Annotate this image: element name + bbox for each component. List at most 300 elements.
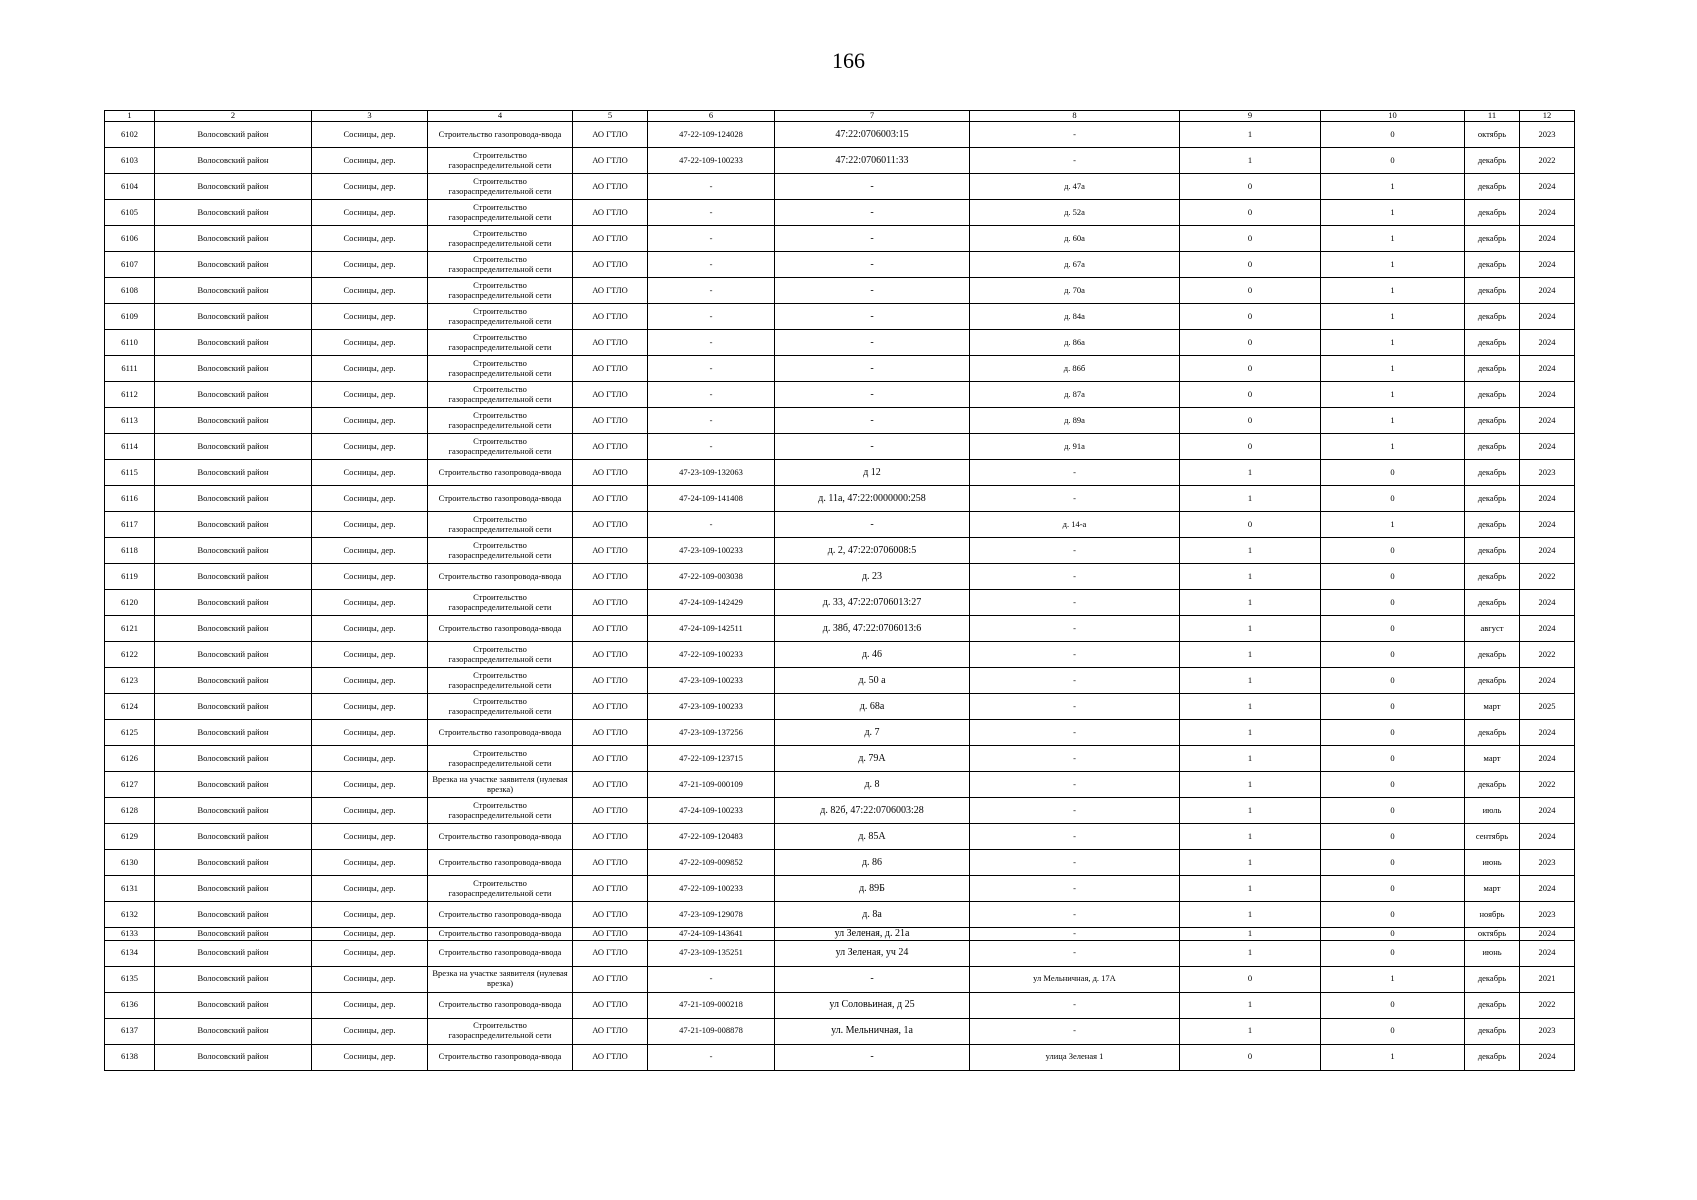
cell-organization: АО ГТЛО <box>573 616 648 642</box>
cell-settlement: Сосницы, дер. <box>312 1018 428 1044</box>
table-row <box>105 772 1575 798</box>
cell-year: 2022 <box>1520 564 1575 590</box>
cell-organization: АО ГТЛО <box>573 330 648 356</box>
cell-district: Волосовский район <box>155 460 312 486</box>
cell-year: 2024 <box>1520 434 1575 460</box>
cell-address-cadastral: - <box>775 200 970 226</box>
cell-application-number: 47-22-109-123715 <box>648 746 775 772</box>
cell-district: Волосовский район <box>155 330 312 356</box>
cell-work-type: Строительство газораспределительной сети <box>428 434 573 460</box>
cell-application-number: - <box>648 1044 775 1070</box>
cell-year: 2024 <box>1520 512 1575 538</box>
cell-count-b: 1 <box>1321 512 1465 538</box>
cell-month: декабрь <box>1465 200 1520 226</box>
table-row <box>105 226 1575 252</box>
cell-application-number: 47-22-109-124028 <box>648 122 775 148</box>
cell-work-type: Строительство газораспределительной сети <box>428 252 573 278</box>
cell-count-b: 1 <box>1321 434 1465 460</box>
cell-organization: АО ГТЛО <box>573 1044 648 1070</box>
cell-count-b: 1 <box>1321 966 1465 992</box>
cell-count-a: 0 <box>1180 278 1321 304</box>
cell-application-number: 47-24-109-143641 <box>648 928 775 941</box>
cell-district: Волосовский район <box>155 356 312 382</box>
cell-work-type: Строительство газораспределительной сети <box>428 668 573 694</box>
cell-count-b: 1 <box>1321 408 1465 434</box>
cell-address-cadastral: - <box>775 966 970 992</box>
cell-year: 2024 <box>1520 304 1575 330</box>
cell-row-number: 6116 <box>105 486 155 512</box>
cell-count-a: 1 <box>1180 564 1321 590</box>
cell-organization: АО ГТЛО <box>573 408 648 434</box>
cell-address-cadastral: д. 82б, 47:22:0706003:28 <box>775 798 970 824</box>
cell-year: 2024 <box>1520 356 1575 382</box>
cell-address-alt: - <box>970 668 1180 694</box>
cell-count-a: 1 <box>1180 486 1321 512</box>
cell-settlement: Сосницы, дер. <box>312 720 428 746</box>
table-row <box>105 668 1575 694</box>
cell-work-type: Строительство газопровода-ввода <box>428 122 573 148</box>
cell-count-a: 1 <box>1180 720 1321 746</box>
table-row <box>105 876 1575 902</box>
cell-settlement: Сосницы, дер. <box>312 616 428 642</box>
cell-address-alt: - <box>970 486 1180 512</box>
cell-settlement: Сосницы, дер. <box>312 512 428 538</box>
cell-work-type: Строительство газопровода-ввода <box>428 902 573 928</box>
cell-settlement: Сосницы, дер. <box>312 486 428 512</box>
table-row <box>105 252 1575 278</box>
cell-count-a: 0 <box>1180 966 1321 992</box>
cell-district: Волосовский район <box>155 226 312 252</box>
cell-month: декабрь <box>1465 356 1520 382</box>
cell-year: 2024 <box>1520 278 1575 304</box>
cell-row-number: 6103 <box>105 148 155 174</box>
cell-address-cadastral: д. 23 <box>775 564 970 590</box>
cell-work-type: Строительство газораспределительной сети <box>428 382 573 408</box>
cell-address-cadastral: д. 33, 47:22:0706013:27 <box>775 590 970 616</box>
cell-district: Волосовский район <box>155 278 312 304</box>
cell-count-b: 0 <box>1321 850 1465 876</box>
cell-year: 2024 <box>1520 200 1575 226</box>
cell-count-b: 0 <box>1321 824 1465 850</box>
cell-application-number: 47-23-109-137256 <box>648 720 775 746</box>
cell-address-alt: - <box>970 538 1180 564</box>
cell-year: 2024 <box>1520 1044 1575 1070</box>
cell-address-cadastral: д. 85А <box>775 824 970 850</box>
cell-settlement: Сосницы, дер. <box>312 356 428 382</box>
cell-work-type: Строительство газораспределительной сети <box>428 148 573 174</box>
cell-month: март <box>1465 746 1520 772</box>
cell-settlement: Сосницы, дер. <box>312 122 428 148</box>
table-row <box>105 122 1575 148</box>
cell-year: 2023 <box>1520 1018 1575 1044</box>
cell-address-cadastral: д. 46 <box>775 642 970 668</box>
cell-district: Волосовский район <box>155 642 312 668</box>
cell-year: 2023 <box>1520 460 1575 486</box>
cell-district: Волосовский район <box>155 304 312 330</box>
cell-row-number: 6135 <box>105 966 155 992</box>
cell-address-alt: - <box>970 642 1180 668</box>
cell-address-alt: - <box>970 928 1180 941</box>
cell-month: декабрь <box>1465 174 1520 200</box>
table-row <box>105 1044 1575 1070</box>
cell-year: 2024 <box>1520 720 1575 746</box>
cell-row-number: 6124 <box>105 694 155 720</box>
cell-address-cadastral: ул. Мельничная, 1а <box>775 1018 970 1044</box>
cell-organization: АО ГТЛО <box>573 590 648 616</box>
cell-month: декабрь <box>1465 772 1520 798</box>
cell-address-cadastral: д. 86 <box>775 850 970 876</box>
cell-year: 2024 <box>1520 590 1575 616</box>
cell-address-alt: - <box>970 460 1180 486</box>
cell-district: Волосовский район <box>155 486 312 512</box>
column-header-7: 7 <box>775 111 970 122</box>
table-row <box>105 590 1575 616</box>
cell-district: Волосовский район <box>155 512 312 538</box>
cell-district: Волосовский район <box>155 1044 312 1070</box>
cell-address-alt: д. 91а <box>970 434 1180 460</box>
cell-address-alt: д. 89а <box>970 408 1180 434</box>
cell-year: 2023 <box>1520 122 1575 148</box>
cell-count-a: 0 <box>1180 408 1321 434</box>
cell-address-cadastral: - <box>775 278 970 304</box>
cell-organization: АО ГТЛО <box>573 798 648 824</box>
cell-work-type: Строительство газораспределительной сети <box>428 330 573 356</box>
table-row <box>105 1018 1575 1044</box>
cell-district: Волосовский район <box>155 772 312 798</box>
cell-work-type: Строительство газораспределительной сети <box>428 746 573 772</box>
cell-application-number: - <box>648 434 775 460</box>
cell-address-cadastral: д. 11а, 47:22:0000000:258 <box>775 486 970 512</box>
cell-count-b: 0 <box>1321 798 1465 824</box>
column-header-12: 12 <box>1520 111 1575 122</box>
cell-count-a: 1 <box>1180 642 1321 668</box>
cell-settlement: Сосницы, дер. <box>312 1044 428 1070</box>
cell-organization: АО ГТЛО <box>573 668 648 694</box>
cell-count-b: 0 <box>1321 642 1465 668</box>
cell-row-number: 6121 <box>105 616 155 642</box>
cell-year: 2024 <box>1520 486 1575 512</box>
cell-row-number: 6134 <box>105 940 155 966</box>
cell-district: Волосовский район <box>155 408 312 434</box>
cell-row-number: 6138 <box>105 1044 155 1070</box>
cell-organization: АО ГТЛО <box>573 356 648 382</box>
cell-month: декабрь <box>1465 330 1520 356</box>
cell-count-a: 0 <box>1180 382 1321 408</box>
cell-work-type: Строительство газораспределительной сети <box>428 798 573 824</box>
cell-district: Волосовский район <box>155 720 312 746</box>
cell-address-alt: - <box>970 720 1180 746</box>
cell-count-a: 1 <box>1180 460 1321 486</box>
cell-address-cadastral: - <box>775 356 970 382</box>
cell-year: 2022 <box>1520 642 1575 668</box>
cell-address-alt: - <box>970 992 1180 1018</box>
cell-district: Волосовский район <box>155 902 312 928</box>
cell-count-a: 1 <box>1180 590 1321 616</box>
cell-count-a: 1 <box>1180 694 1321 720</box>
cell-application-number: - <box>648 200 775 226</box>
cell-row-number: 6104 <box>105 174 155 200</box>
cell-count-a: 0 <box>1180 330 1321 356</box>
cell-count-a: 1 <box>1180 746 1321 772</box>
cell-address-alt: - <box>970 876 1180 902</box>
cell-settlement: Сосницы, дер. <box>312 226 428 252</box>
cell-work-type: Строительство газораспределительной сети <box>428 200 573 226</box>
cell-settlement: Сосницы, дер. <box>312 434 428 460</box>
cell-settlement: Сосницы, дер. <box>312 538 428 564</box>
column-header-4: 4 <box>428 111 573 122</box>
cell-address-cadastral: д 12 <box>775 460 970 486</box>
cell-count-b: 1 <box>1321 278 1465 304</box>
cell-settlement: Сосницы, дер. <box>312 940 428 966</box>
table-row <box>105 928 1575 941</box>
cell-address-alt: - <box>970 746 1180 772</box>
cell-row-number: 6109 <box>105 304 155 330</box>
table-row <box>105 798 1575 824</box>
cell-count-b: 0 <box>1321 772 1465 798</box>
cell-organization: АО ГТЛО <box>573 486 648 512</box>
cell-organization: АО ГТЛО <box>573 940 648 966</box>
cell-count-b: 1 <box>1321 1044 1465 1070</box>
cell-organization: АО ГТЛО <box>573 278 648 304</box>
cell-address-cadastral: д. 89Б <box>775 876 970 902</box>
cell-application-number: 47-24-109-100233 <box>648 798 775 824</box>
cell-application-number: 47-22-109-120483 <box>648 824 775 850</box>
cell-application-number: 47-22-109-100233 <box>648 876 775 902</box>
cell-count-a: 0 <box>1180 356 1321 382</box>
cell-address-alt: - <box>970 564 1180 590</box>
cell-work-type: Строительство газопровода-ввода <box>428 720 573 746</box>
cell-district: Волосовский район <box>155 148 312 174</box>
cell-count-b: 0 <box>1321 1018 1465 1044</box>
cell-row-number: 6110 <box>105 330 155 356</box>
cell-count-b: 0 <box>1321 564 1465 590</box>
cell-district: Волосовский район <box>155 966 312 992</box>
cell-work-type: Строительство газораспределительной сети <box>428 278 573 304</box>
cell-count-b: 1 <box>1321 252 1465 278</box>
cell-count-b: 1 <box>1321 174 1465 200</box>
cell-row-number: 6133 <box>105 928 155 941</box>
cell-year: 2024 <box>1520 330 1575 356</box>
cell-district: Волосовский район <box>155 876 312 902</box>
cell-organization: АО ГТЛО <box>573 876 648 902</box>
cell-work-type: Строительство газопровода-ввода <box>428 992 573 1018</box>
cell-count-a: 0 <box>1180 252 1321 278</box>
cell-year: 2024 <box>1520 824 1575 850</box>
register-table <box>104 110 1575 1071</box>
cell-count-b: 1 <box>1321 304 1465 330</box>
cell-settlement: Сосницы, дер. <box>312 382 428 408</box>
cell-address-cadastral: - <box>775 252 970 278</box>
cell-row-number: 6102 <box>105 122 155 148</box>
cell-organization: АО ГТЛО <box>573 1018 648 1044</box>
cell-year: 2024 <box>1520 226 1575 252</box>
cell-address-alt: - <box>970 122 1180 148</box>
cell-work-type: Строительство газопровода-ввода <box>428 616 573 642</box>
cell-application-number: 47-23-109-100233 <box>648 538 775 564</box>
cell-application-number: - <box>648 408 775 434</box>
cell-district: Волосовский район <box>155 940 312 966</box>
cell-organization: АО ГТЛО <box>573 226 648 252</box>
cell-district: Волосовский район <box>155 850 312 876</box>
cell-work-type: Врезка на участке заявителя (нулевая врезка) <box>428 966 573 992</box>
cell-count-a: 0 <box>1180 174 1321 200</box>
cell-month: декабрь <box>1465 148 1520 174</box>
cell-address-cadastral: - <box>775 408 970 434</box>
cell-month: декабрь <box>1465 408 1520 434</box>
cell-row-number: 6130 <box>105 850 155 876</box>
cell-count-a: 1 <box>1180 876 1321 902</box>
cell-settlement: Сосницы, дер. <box>312 590 428 616</box>
cell-organization: АО ГТЛО <box>573 538 648 564</box>
cell-work-type: Строительство газораспределительной сети <box>428 642 573 668</box>
table-row <box>105 460 1575 486</box>
cell-settlement: Сосницы, дер. <box>312 824 428 850</box>
cell-year: 2024 <box>1520 252 1575 278</box>
cell-district: Волосовский район <box>155 928 312 941</box>
table-row <box>105 616 1575 642</box>
cell-organization: АО ГТЛО <box>573 772 648 798</box>
cell-row-number: 6131 <box>105 876 155 902</box>
cell-settlement: Сосницы, дер. <box>312 992 428 1018</box>
cell-district: Волосовский район <box>155 798 312 824</box>
cell-settlement: Сосницы, дер. <box>312 460 428 486</box>
cell-count-a: 1 <box>1180 928 1321 941</box>
cell-month: сентябрь <box>1465 824 1520 850</box>
cell-organization: АО ГТЛО <box>573 966 648 992</box>
cell-address-cadastral: д. 50 а <box>775 668 970 694</box>
cell-count-b: 0 <box>1321 902 1465 928</box>
cell-organization: АО ГТЛО <box>573 434 648 460</box>
cell-month: декабрь <box>1465 1044 1520 1070</box>
cell-organization: АО ГТЛО <box>573 200 648 226</box>
cell-application-number: 47-23-109-129078 <box>648 902 775 928</box>
column-header-11: 11 <box>1465 111 1520 122</box>
cell-district: Волосовский район <box>155 616 312 642</box>
cell-count-b: 0 <box>1321 876 1465 902</box>
cell-work-type: Строительство газораспределительной сети <box>428 590 573 616</box>
cell-address-alt: - <box>970 694 1180 720</box>
cell-month: декабрь <box>1465 564 1520 590</box>
cell-district: Волосовский район <box>155 992 312 1018</box>
table-row <box>105 330 1575 356</box>
cell-district: Волосовский район <box>155 1018 312 1044</box>
cell-month: декабрь <box>1465 668 1520 694</box>
cell-address-alt: д. 84а <box>970 304 1180 330</box>
cell-organization: АО ГТЛО <box>573 720 648 746</box>
cell-application-number: 47-22-109-009852 <box>648 850 775 876</box>
table-header <box>105 111 1575 122</box>
cell-application-number: 47-21-109-000109 <box>648 772 775 798</box>
cell-count-b: 0 <box>1321 616 1465 642</box>
cell-year: 2024 <box>1520 928 1575 941</box>
cell-work-type: Строительство газораспределительной сети <box>428 876 573 902</box>
cell-district: Волосовский район <box>155 694 312 720</box>
cell-count-b: 1 <box>1321 226 1465 252</box>
cell-settlement: Сосницы, дер. <box>312 902 428 928</box>
cell-month: март <box>1465 876 1520 902</box>
cell-address-cadastral: д. 68а <box>775 694 970 720</box>
cell-year: 2024 <box>1520 382 1575 408</box>
column-header-8: 8 <box>970 111 1180 122</box>
cell-work-type: Строительство газопровода-ввода <box>428 928 573 941</box>
cell-address-cadastral: - <box>775 434 970 460</box>
cell-settlement: Сосницы, дер. <box>312 564 428 590</box>
table-row <box>105 694 1575 720</box>
cell-organization: АО ГТЛО <box>573 992 648 1018</box>
cell-application-number: 47-22-109-003038 <box>648 564 775 590</box>
table-row <box>105 850 1575 876</box>
cell-count-b: 0 <box>1321 122 1465 148</box>
cell-count-a: 0 <box>1180 304 1321 330</box>
cell-address-alt: ул Мельничная, д. 17А <box>970 966 1180 992</box>
cell-district: Волосовский район <box>155 252 312 278</box>
cell-address-cadastral: - <box>775 512 970 538</box>
cell-application-number: 47-22-109-100233 <box>648 148 775 174</box>
cell-month: декабрь <box>1465 460 1520 486</box>
table-row <box>105 174 1575 200</box>
table-row <box>105 824 1575 850</box>
table-row <box>105 434 1575 460</box>
cell-settlement: Сосницы, дер. <box>312 772 428 798</box>
cell-count-b: 1 <box>1321 356 1465 382</box>
cell-month: август <box>1465 616 1520 642</box>
cell-count-a: 1 <box>1180 772 1321 798</box>
cell-application-number: 47-23-109-135251 <box>648 940 775 966</box>
cell-row-number: 6136 <box>105 992 155 1018</box>
table-row <box>105 382 1575 408</box>
cell-year: 2024 <box>1520 408 1575 434</box>
table-row <box>105 512 1575 538</box>
cell-organization: АО ГТЛО <box>573 642 648 668</box>
cell-count-b: 0 <box>1321 486 1465 512</box>
table-row <box>105 642 1575 668</box>
table-row <box>105 200 1575 226</box>
cell-application-number: - <box>648 382 775 408</box>
cell-row-number: 6126 <box>105 746 155 772</box>
cell-year: 2024 <box>1520 616 1575 642</box>
cell-address-cadastral: - <box>775 382 970 408</box>
cell-count-b: 0 <box>1321 928 1465 941</box>
cell-month: июнь <box>1465 850 1520 876</box>
cell-settlement: Сосницы, дер. <box>312 928 428 941</box>
cell-row-number: 6119 <box>105 564 155 590</box>
cell-application-number: 47-23-109-100233 <box>648 694 775 720</box>
cell-district: Волосовский район <box>155 122 312 148</box>
cell-organization: АО ГТЛО <box>573 382 648 408</box>
cell-settlement: Сосницы, дер. <box>312 798 428 824</box>
cell-work-type: Строительство газопровода-ввода <box>428 460 573 486</box>
cell-count-b: 0 <box>1321 590 1465 616</box>
cell-count-a: 0 <box>1180 226 1321 252</box>
cell-month: декабрь <box>1465 382 1520 408</box>
cell-row-number: 6125 <box>105 720 155 746</box>
cell-work-type: Строительство газопровода-ввода <box>428 824 573 850</box>
cell-organization: АО ГТЛО <box>573 304 648 330</box>
cell-address-cadastral: ул Зеленая, уч 24 <box>775 940 970 966</box>
cell-organization: АО ГТЛО <box>573 902 648 928</box>
cell-count-b: 0 <box>1321 148 1465 174</box>
cell-month: декабрь <box>1465 252 1520 278</box>
page-number: 166 <box>832 48 865 73</box>
cell-application-number: 47-21-109-008878 <box>648 1018 775 1044</box>
table-row <box>105 148 1575 174</box>
cell-work-type: Строительство газопровода-ввода <box>428 850 573 876</box>
cell-address-cadastral: - <box>775 330 970 356</box>
table-row <box>105 966 1575 992</box>
cell-year: 2024 <box>1520 538 1575 564</box>
cell-application-number: - <box>648 330 775 356</box>
cell-address-cadastral: - <box>775 174 970 200</box>
